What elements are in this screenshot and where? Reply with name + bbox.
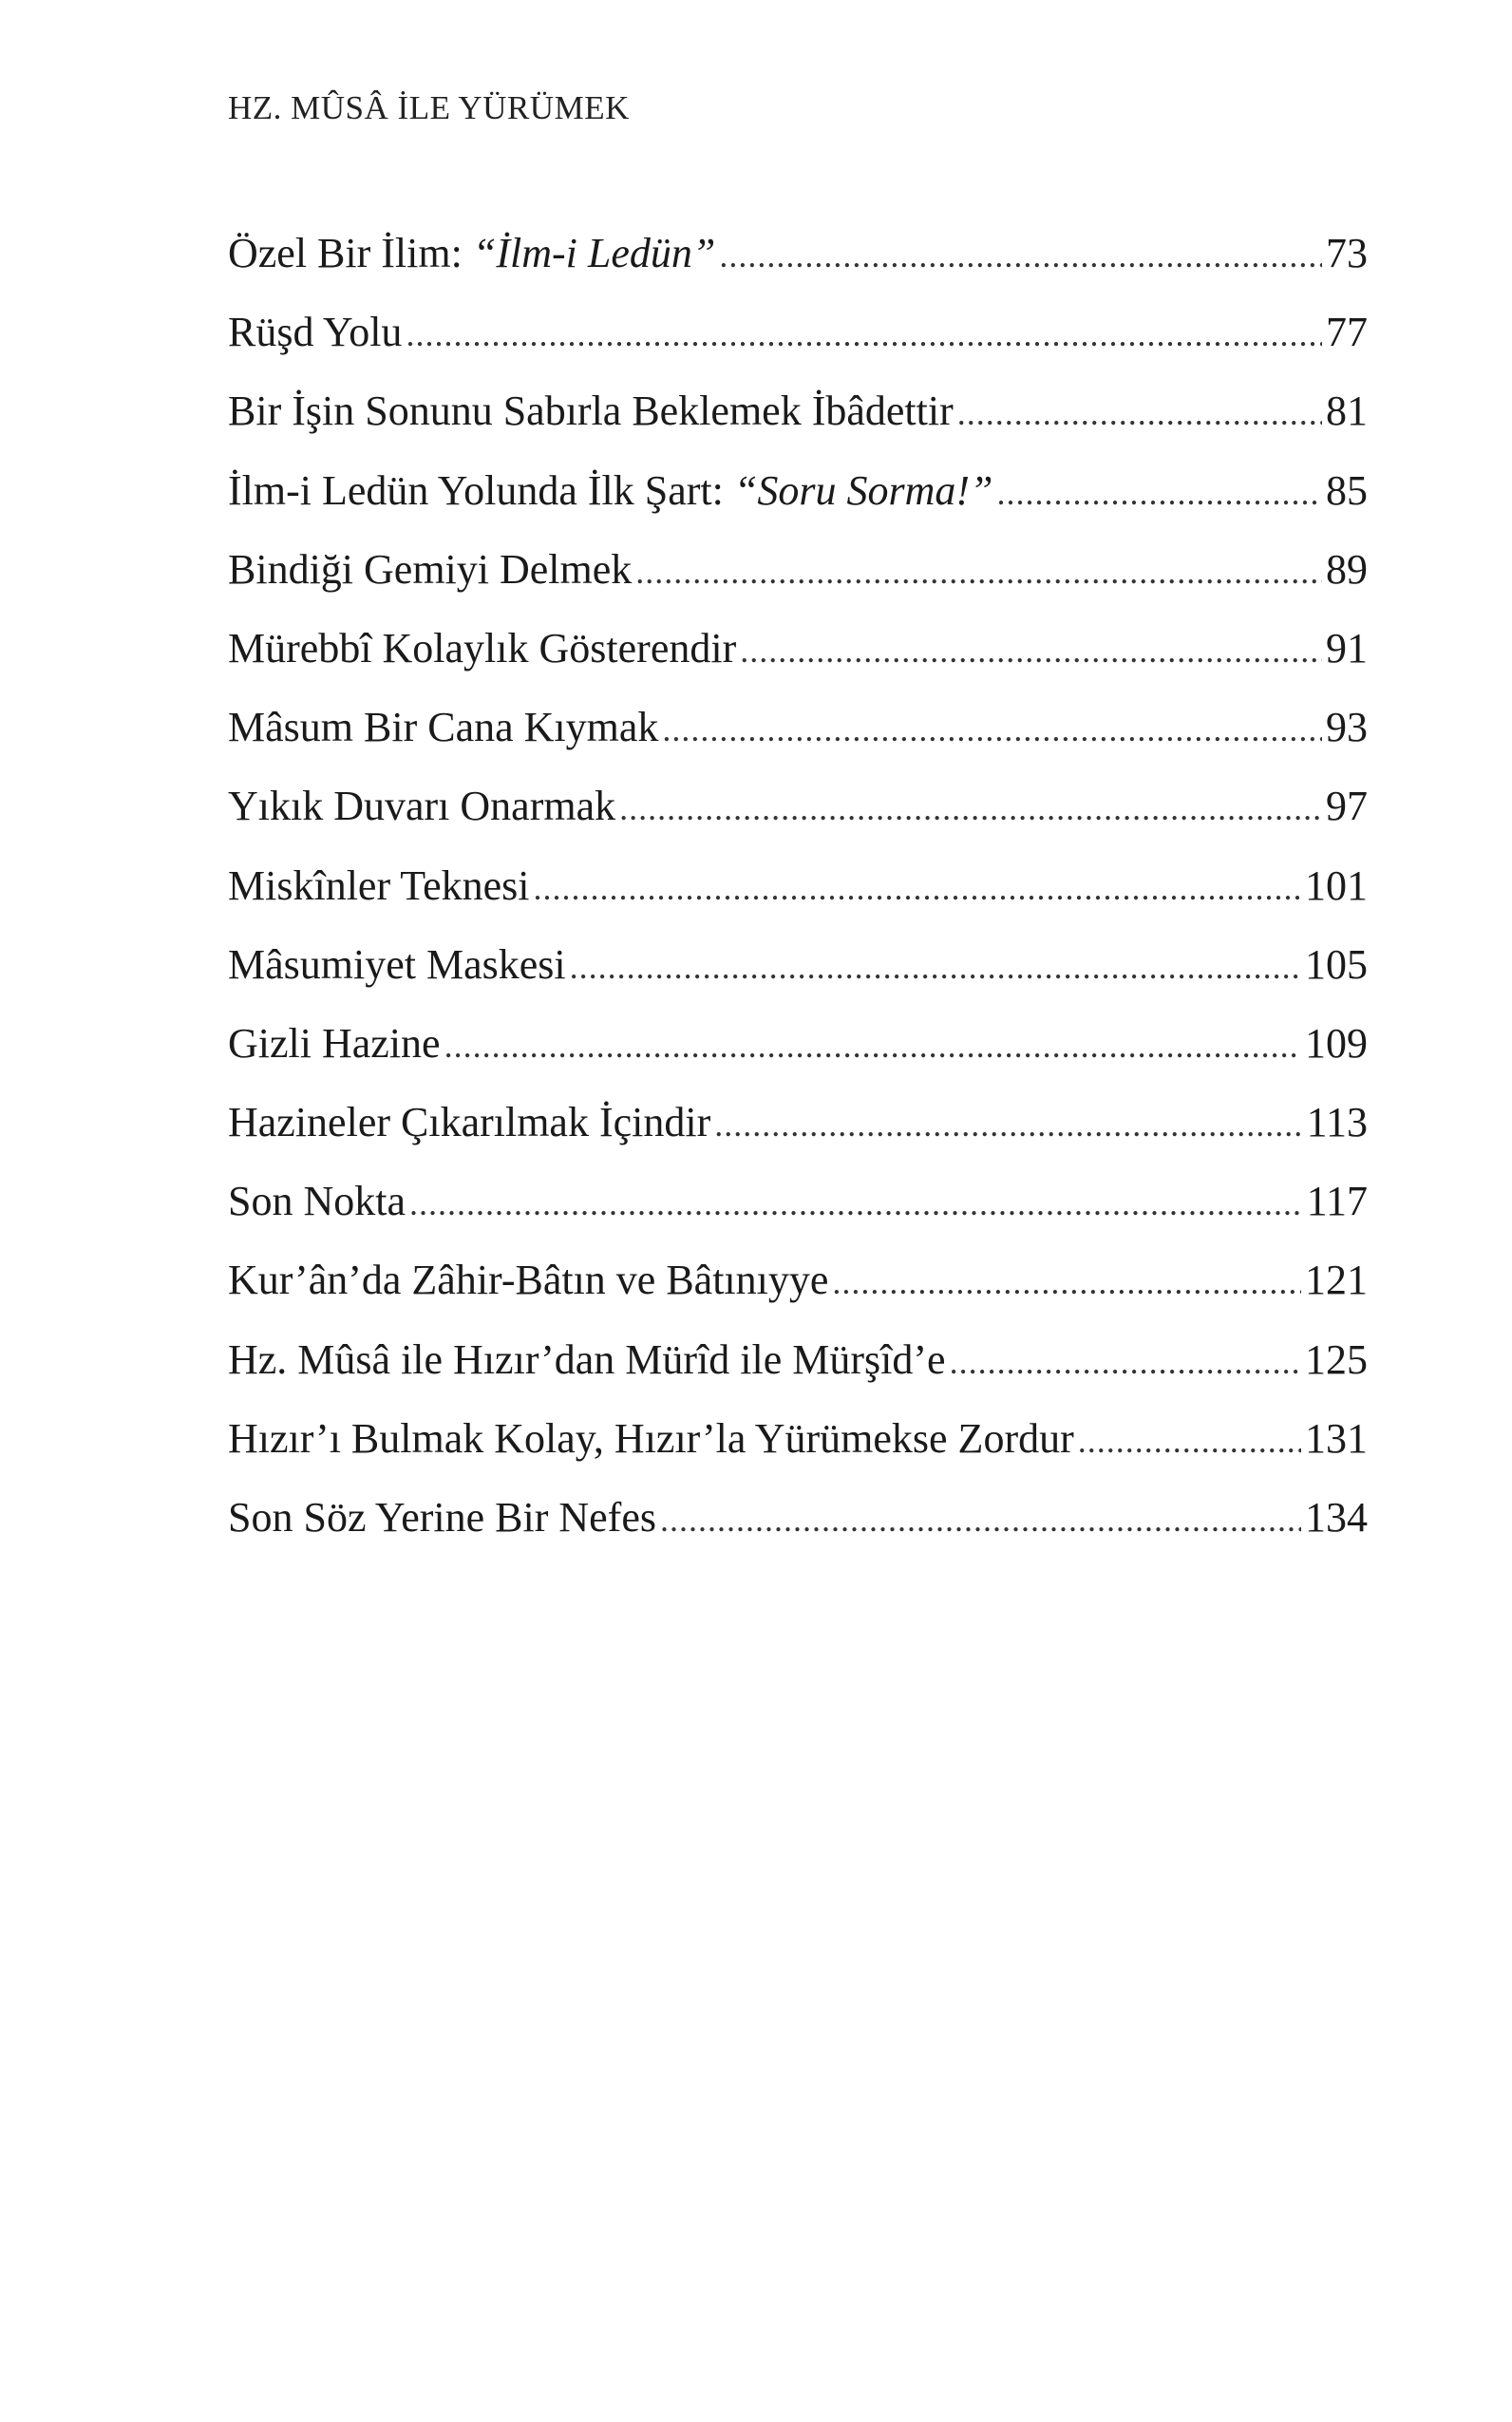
toc-leader-dots — [570, 928, 1301, 1007]
toc-page-number: 121 — [1305, 1257, 1368, 1304]
toc-entry-title: Kur’ân’da Zâhir-Bâtın ve Bâtınıyye — [228, 1257, 829, 1304]
toc-entry — [228, 1478, 1368, 1557]
toc-leader-dots — [832, 1243, 1301, 1322]
toc-entry-title: Miskînler Teknesi — [228, 861, 530, 909]
toc-leader-dots — [996, 454, 1322, 533]
toc-entry-title: Özel Bir İlim: “İlm-i Ledün” — [228, 230, 716, 276]
toc-page-number: 93 — [1326, 704, 1368, 751]
toc-entry — [228, 1162, 1368, 1240]
toc-page-number: 125 — [1305, 1335, 1368, 1383]
toc-page-number: 89 — [1326, 545, 1368, 593]
toc-entry — [228, 1083, 1368, 1162]
toc-leader-dots — [714, 1086, 1302, 1164]
toc-page-number: 134 — [1305, 1494, 1368, 1541]
toc-entry — [228, 609, 1368, 688]
toc-leader-dots — [660, 1481, 1301, 1560]
toc-page-number: 77 — [1326, 309, 1368, 356]
toc-entry-title: Mürebbî Kolaylık Gösterendir — [228, 624, 737, 672]
toc-entry — [228, 688, 1368, 766]
toc-leader-dots — [662, 691, 1322, 769]
toc-leader-dots — [409, 1164, 1303, 1243]
toc-entry — [228, 1320, 1368, 1399]
toc-page-number: 97 — [1326, 783, 1368, 830]
toc-leader-dots — [957, 374, 1322, 453]
toc-page-number: 109 — [1305, 1019, 1368, 1067]
toc-entry — [228, 925, 1368, 1004]
toc-entry — [228, 1399, 1368, 1478]
toc-entry-title: Hazineler Çıkarılmak İçindir — [228, 1099, 711, 1146]
toc-page-number: 101 — [1305, 861, 1368, 909]
toc-page-number: 81 — [1326, 388, 1368, 435]
toc-entry-title: Son Nokta — [228, 1178, 406, 1225]
toc-page-number: 91 — [1326, 624, 1368, 672]
toc-entry-title: Bir İşin Sonunu Sabırla Beklemek İbâdettir — [228, 388, 954, 435]
toc-entry — [228, 1004, 1368, 1083]
toc-entry-title: Hızır’ı Bulmak Kolay, Hızır’la Yürümekse Zordur — [228, 1414, 1074, 1462]
toc-entry — [228, 1240, 1368, 1319]
toc-page-number: 117 — [1306, 1178, 1368, 1225]
toc-entry-title: İlm-i Ledün Yolunda İlk Şart: “Soru Sorma!” — [228, 466, 993, 514]
toc-entry — [228, 530, 1368, 609]
toc-entry-title: Mâsum Bir Cana Kıymak — [228, 704, 659, 751]
toc-leader-dots — [740, 612, 1322, 691]
toc-entry-title: Bindiği Gemiyi Delmek — [228, 545, 633, 593]
toc-leader-dots — [950, 1323, 1301, 1402]
toc-leader-dots — [406, 295, 1322, 374]
toc-page-number: 85 — [1326, 466, 1368, 514]
toc-entry — [228, 766, 1368, 845]
table-of-contents — [228, 214, 1368, 1557]
toc-leader-dots — [1078, 1402, 1301, 1481]
toc-leader-dots — [635, 533, 1322, 612]
toc-leader-dots — [534, 849, 1301, 928]
toc-entry-title: Son Söz Yerine Bir Nefes — [228, 1494, 656, 1541]
toc-entry-title: Gizli Hazine — [228, 1019, 441, 1067]
toc-page-number: 131 — [1305, 1414, 1368, 1462]
toc-entry — [228, 214, 1368, 293]
toc-entry — [228, 371, 1368, 450]
toc-entry-title: Mâsumiyet Maskesi — [228, 940, 566, 988]
toc-entry — [228, 293, 1368, 371]
toc-leader-dots — [719, 217, 1322, 295]
running-header: HZ. MÛSÂ İLE YÜRÜMEK — [228, 89, 630, 126]
toc-entry-title: Hz. Mûsâ ile Hızır’dan Mürîd ile Mürşîd’e — [228, 1335, 946, 1383]
toc-page-number: 73 — [1326, 230, 1368, 276]
toc-entry-title: Yıkık Duvarı Onarmak — [228, 783, 616, 830]
toc-entry — [228, 451, 1368, 530]
toc-leader-dots — [444, 1007, 1301, 1086]
toc-page-number: 113 — [1306, 1099, 1368, 1146]
toc-page-number: 105 — [1305, 940, 1368, 988]
toc-leader-dots — [619, 769, 1322, 848]
toc-entry-title: Rüşd Yolu — [228, 309, 403, 356]
toc-entry — [228, 846, 1368, 925]
